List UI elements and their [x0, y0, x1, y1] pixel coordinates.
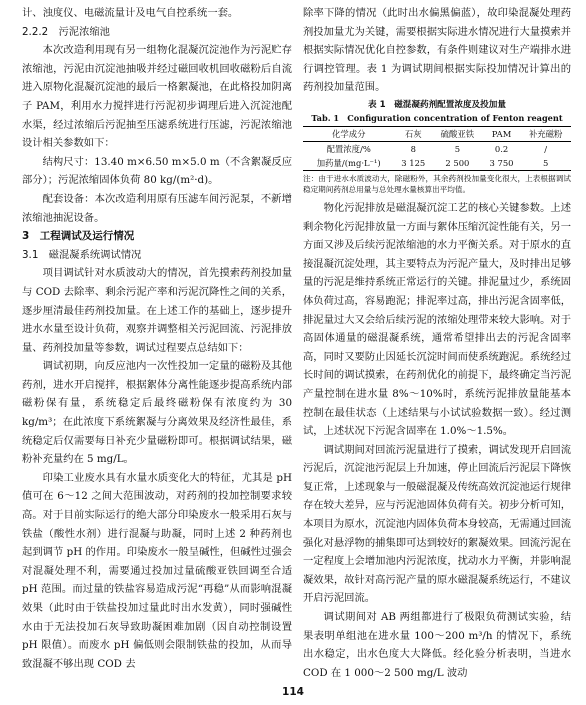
table-note: 注：由于进水水质波动大，除磁粉外，其余药剂投加量变化很大，上表根据调试稳定期间药剂总用量与总处理水量核算出平均值。 — [303, 173, 571, 194]
table-cell: 2 500 — [445, 157, 470, 168]
table-cell: 5 — [543, 157, 549, 168]
table-row — [303, 156, 571, 171]
body-text: 配套设备：本次改造利用原有压滤车间污泥泵，不新增浓缩池抽泥设备。 — [22, 192, 292, 224]
left-column — [22, 4, 292, 673]
subsection-heading: 2.2.2 污泥浓缩池 — [22, 25, 110, 38]
table-header: PAM — [483, 126, 521, 141]
table-cell: / — [544, 143, 548, 154]
table-header: 补充磁粉 — [520, 126, 571, 141]
body-text: 调试期间对回流污泥量进行了摸索，调试发现开启回流污泥后，沉淀池污泥层上升加速，停止回流后污泥层下降恢复正常，上述现象与一般磁混凝及传统高效沉淀池运行规律存在较大差异，应与污泥池固体负荷有关。初步分析可知，本项目为原水，沉淀池内固体负荷本身较高，无需通过回流强化对悬浮物的捕集即可达到较好的絮凝效果。回流污泥在一定程度上会增加池内污泥浓度，扰动水力平衡，并影响混凝效果，故针对高污泥产量的原水磁混凝系统运行，不建议开启污泥回流。 — [303, 443, 571, 605]
table-cell: 3 125 — [401, 157, 426, 168]
table-row — [303, 141, 571, 156]
section-heading: 3 工程调试及运行情况 — [22, 230, 135, 243]
table-header: 石灰 — [394, 126, 432, 141]
table-cell: 5 — [454, 143, 461, 154]
body-text: 除率下降的情况（此时出水偏黑偏蓝），故印染混凝处理药剂投加量尤为关键，需要根据实际进水情况进行大量摸索并根据实际情况优化自控参数，有条件则建议对生产端排水进行调控管理。表 1 为调试期间根据实际投加情况计算出的药剂投加量范围。 — [303, 7, 571, 94]
table-cell: 3 750 — [489, 157, 514, 168]
body-text: 计、浊度仪、电磁流量计及电气自控系统一套。 — [22, 7, 239, 19]
table-caption-english: Tab. 1 Configuration concentration of Fenton reagent — [311, 112, 563, 123]
dosage-table — [303, 126, 571, 171]
table-cell: 0.2 — [494, 143, 509, 154]
table-header: 硫酸亚铁 — [432, 126, 483, 141]
body-text: 本次改造利用现有另一组物化混凝沉淀池作为污泥贮存浓缩池，污泥由沉淀池抽吸并经过磁回收机回收磁粉后自流进入原物化混凝沉淀池的最后一格絮凝池，在此格投加阴离子 PAM，利用水力搅拌进行污泥初步调理后进入沉淀池配水渠，经过浓缩后污泥抽至压滤系统进行压滤，污泥浓缩池设计相关参数如下： — [22, 44, 292, 150]
right-column — [303, 4, 571, 682]
table-cell: 配置浓度/% — [326, 143, 371, 154]
body-text: 调试期间对 AB 两组都进行了极限负荷测试实验，结果表明单组池在进水量 100～200 m³/h 的情况下，系统出水稳定，出水色度大大降低。经化验分析表明，当进水 COD 在 1 000～2 500 mg/L 波动 — [303, 611, 571, 679]
body-text: 印染工业废水具有水量水质变化大的特征，尤其是 pH 值可在 6～12 之间大范围波动，对药剂的投加控制要求较高。对于目前实际运行的绝大部分印染废水一般采用石灰与铁盐（酸性水剂）进行混凝与助凝，同时上述 2 种药剂也起到调节 pH 的作用。印染废水一般呈碱性，但碱性过强会对混凝处理不利，需要通过投加过量硫酸亚铁回调至合适 pH 范围。而过量的铁盐容易造成污泥“再稳”从而影响混凝效果（此时由于铁盐投加过量此时出水发黄），同时强碱性水由于无法投加石灰导致助凝困难加剧（因自动控制设置 pH 限值）。而废水 pH 偏低则会限制铁盐的投加，从而导致混凝不够出现 COD 去 — [22, 471, 292, 670]
table-cell: 8 — [410, 143, 416, 154]
table-cell: 加药量/(mg·L⁻¹) — [316, 157, 381, 168]
table-caption: 表 1 磁混凝药剂配置浓度及投加量 — [368, 99, 506, 110]
page-number: 114 — [282, 686, 304, 698]
body-text: 结构尺寸：13.40 m×6.50 m×5.0 m（不含絮凝反应部分）；污泥浓缩固体负荷 80 kg/(m²·d)。 — [22, 155, 292, 187]
body-text: 调试初期，向反应池内一次性投加一定量的磁粉及其他药剂，进水开启搅拌，根据絮体分离性能逐步提高系统内部磁粉保有量，系统稳定后最终磁粉保有浓度约为 30 kg/m³；在此浓度下系统絮凝与分离效果及经济性最佳，系统稳定后仅需要每日补充少量磁粉即可。根据调试结果，磁粉补充量约在 5 mg/L。 — [22, 360, 292, 466]
body-text: 物化污泥排放是磁混凝沉淀工艺的核心关键参数。上述剩余物化污泥排放量一方面与絮体压缩沉淀性能有关，另一方面又涉及后续污泥浓缩池的水力平衡关系。对于原水的直接混凝沉淀处理，其主要特点为污泥产量大，及时排出足够量的污泥是维持系统正常运行的关键。排泥量过少，系统固体负荷过高，容易跑泥；排泥率过高，排出污泥含固率低，排泥量过大又会给后续污泥的浓缩处理带来较大影响。对于高固体通量的磁混凝系统，通常希望排出去的污泥含固率高，同时又要防止因延长沉淀时间而使系统跑泥。系统经过长时间的调试摸索，在药剂优化的前提下，最终确定当污泥产量控制在进水量 8%～10%时，系统污泥排放量能基本控制在最佳状态（上述结果与小试试验数据一致）。经过测试，上述状况下污泥含固率在 1.0%～1.5%。 — [303, 201, 571, 438]
body-text: 项目调试针对水质波动大的情况，首先摸索药剂投加量与 COD 去除率、剩余污泥产率和污泥沉降性之间的关系，逐步厘清最佳药剂投加量。在上述工作的基础上，逐步提升进水水量至设计负荷，观察并调整相关污泥回流、污泥排放量、药剂投加量等参数，调试过程要点总结如下： — [22, 267, 292, 354]
table-header: 化学成分 — [303, 126, 394, 141]
subsection-heading: 3.1 磁混凝系统调试情况 — [22, 248, 142, 261]
